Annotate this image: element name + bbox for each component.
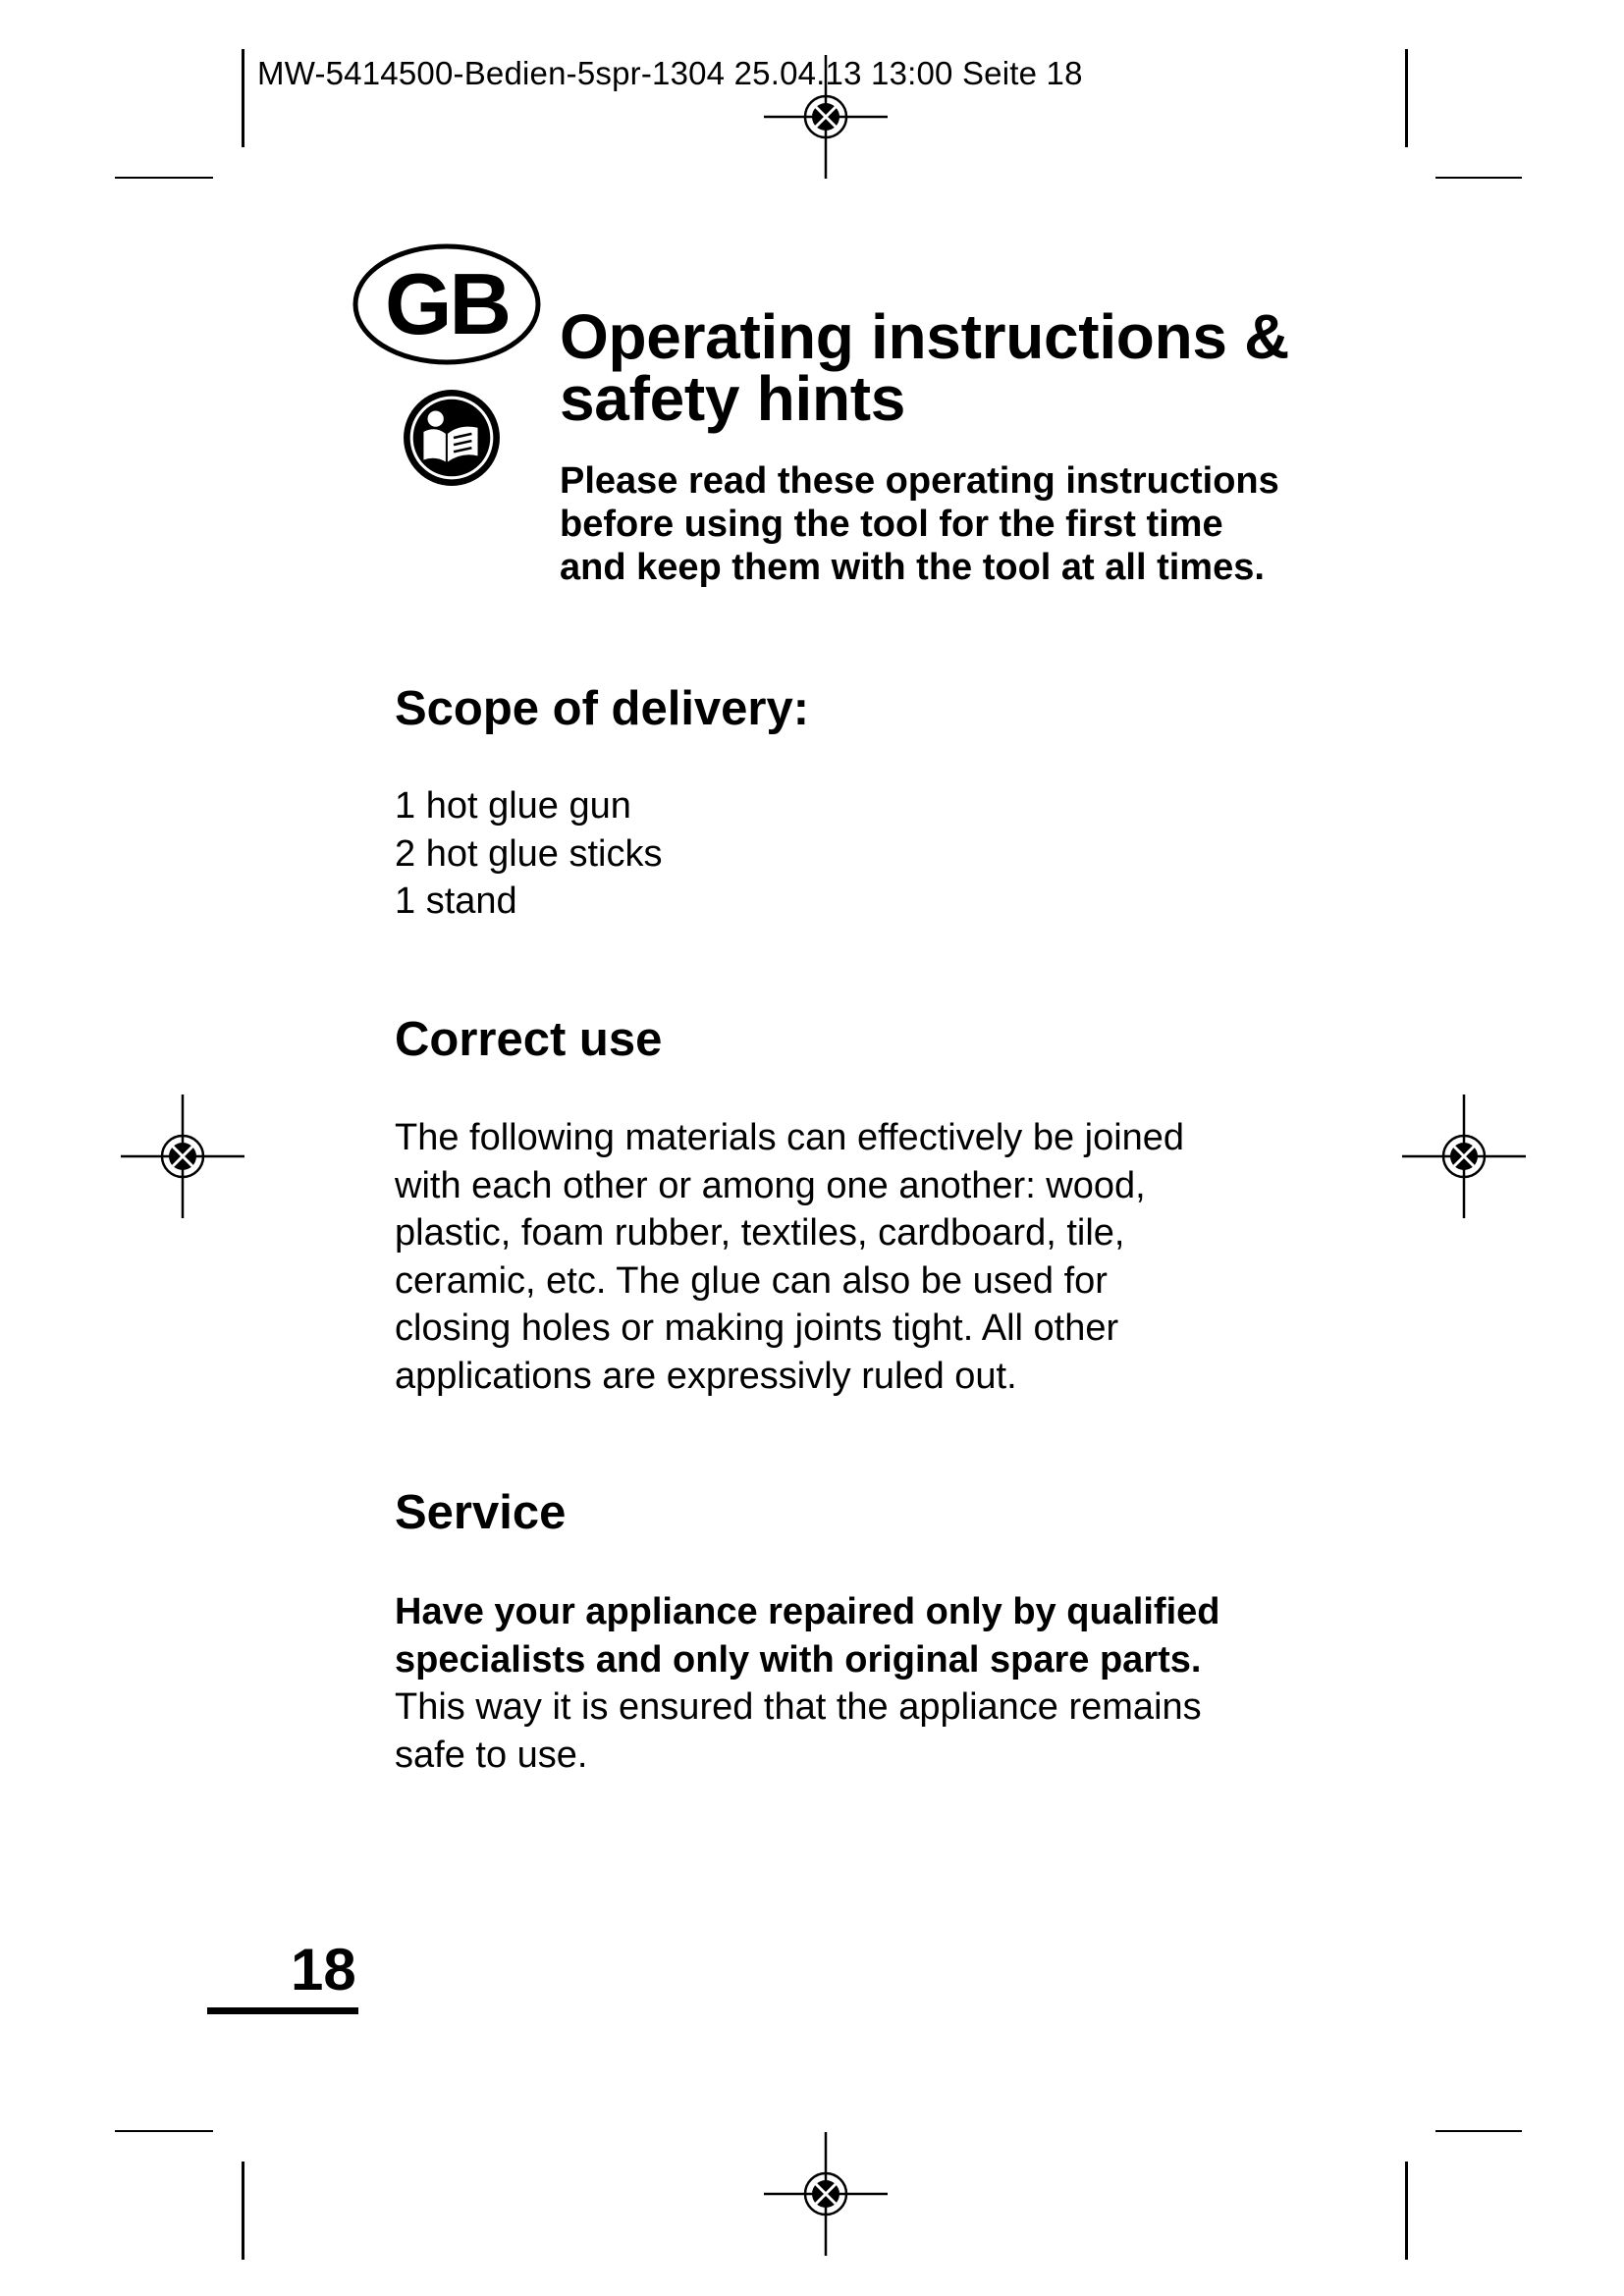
text-line: applications are expressivly ruled out. — [395, 1355, 1017, 1397]
service-warning-line: Have your appliance repaired only by qualified — [395, 1591, 1220, 1632]
scope-list — [395, 782, 662, 926]
correct-use-text — [395, 1114, 1337, 1400]
crop-mark — [115, 177, 213, 179]
text-line: safe to use. — [395, 1734, 588, 1776]
text-line: ceramic, etc. The glue can also be used for — [395, 1259, 1108, 1302]
language-badge-label: GB — [385, 255, 509, 352]
scope-heading: Scope of delivery: — [395, 682, 810, 735]
title-line: safety hints — [560, 363, 906, 434]
crop-mark — [1435, 2130, 1522, 2132]
read-manual-icon — [402, 388, 502, 488]
text-line: closing holes or making joints tight. All other — [395, 1308, 1119, 1349]
title-line: Operating instructions & — [560, 301, 1290, 372]
print-slug: MW-5414500-Bedien-5spr-1304 25.04.13 13:00 Seite 18 — [257, 55, 1083, 91]
registration-mark-icon — [762, 2130, 890, 2258]
crop-mark — [1405, 2162, 1408, 2260]
crop-mark — [1405, 49, 1408, 147]
crop-mark — [242, 49, 244, 147]
page-number: 18 — [291, 1937, 356, 2002]
page-title — [560, 301, 1290, 434]
service-warning-line: specialists and only with original spare parts. — [395, 1638, 1202, 1681]
intro-line: Please read these operating instructions — [560, 460, 1279, 502]
text-line: with each other or among one another: wood, — [395, 1164, 1146, 1206]
service-text — [395, 1588, 1337, 1779]
intro-line: and keep them with the tool at all times. — [560, 547, 1265, 588]
registration-mark-icon — [1400, 1093, 1528, 1220]
list-item: 2 hot glue sticks — [395, 832, 663, 875]
registration-mark-icon — [119, 1093, 246, 1220]
intro-line: before using the tool for the first time — [560, 504, 1223, 545]
intro-text — [560, 459, 1279, 589]
crop-mark — [115, 2130, 213, 2132]
language-badge — [352, 242, 542, 366]
text-line: The following materials can effectively be joined — [395, 1117, 1185, 1158]
list-item: 1 hot glue gun — [395, 785, 631, 827]
text-line: plastic, foam rubber, textiles, cardboard, tile, — [395, 1212, 1125, 1254]
text-line: This way it is ensured that the appliance remains — [395, 1686, 1202, 1728]
service-heading: Service — [395, 1486, 567, 1539]
correct-use-heading: Correct use — [395, 1013, 663, 1066]
crop-mark — [1435, 177, 1522, 179]
list-item: 1 stand — [395, 881, 517, 922]
page-number-rule — [207, 2007, 358, 2014]
crop-mark — [242, 2162, 244, 2260]
